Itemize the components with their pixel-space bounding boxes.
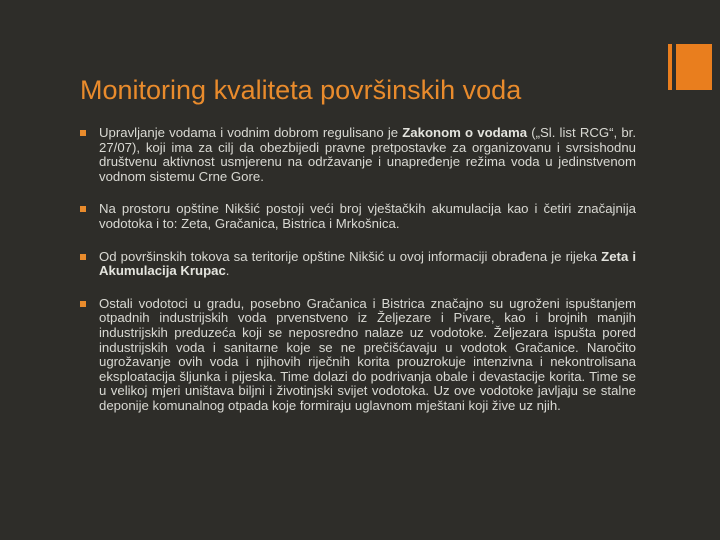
bullet-item [80, 297, 636, 414]
square-bullet-icon [80, 130, 86, 136]
bullet-item [80, 202, 636, 231]
slide-title: Monitoring kvaliteta površinskih voda [80, 75, 522, 105]
bullet-list [80, 126, 636, 432]
accent-block [676, 44, 712, 90]
bullet-bold-text: Zakonom o vodama [402, 125, 528, 140]
square-bullet-icon [80, 206, 86, 212]
bullet-text: Na prostoru opštine Nikšić postoji veći broj vještačkih akumulacija kao i četiri značajnija vodotoka i to: Zeta, Gračanica, Bistrica i Mrkošnica. [99, 201, 636, 231]
bullet-bold-text: Zeta i Akumulacija Krupac [99, 248, 636, 279]
square-bullet-icon [80, 301, 86, 307]
bullet-item [80, 250, 636, 279]
accent-bar [668, 44, 672, 90]
square-bullet-icon [80, 254, 86, 260]
bullet-text: Upravljanje vodama i vodnim dobrom regulisano je [99, 125, 403, 140]
bullet-text: . [225, 263, 230, 279]
bullet-item [80, 126, 636, 184]
bullet-text: Od površinskih tokova sa teritorije opštine Nikšić u ovoj informaciji obrađena je rijeka [99, 248, 602, 264]
bullet-text: Ostali vodotoci u gradu, posebno Gračanica i Bistrica značajno su ugroženi ispuštanjem otpadnih industrijskih voda prvenstveno iz Željezare i Pivare, kao i brojnih manjih industrijskih preduzeća koji se neposredno nalaze uz vodotoke. Željezara ispušta pored industrijskih voda i sanitarne koje se ne prečišćavaju u vodotok Gračanice. Naročito ugrožavanje ovih voda i njihovih riječnih korita prouzrokuje intenzivna i nekontrolisana eksploatacija šljunka i pijeska. Time dolazi do podrivanja obale i devastacije korita. Time se u velikoj mjeri uništava biljni i životinjski svijet vodotoka. Uz ove vodotoke javljaju se stalne deponije komunalnog otpada koje formiraju uglavnom mještani koji žive uz njih. [99, 295, 636, 413]
bullet-text: („Sl. list RCG“, br. 27/07), koji ima za cilj da obezbijedi pravne pretpostavke za organizovanu i svrsishodnu društvenu aktivnost usmjerenu na održavanje i unapređenje režima voda u jedinstvenom vodnom sistemu Crne Gore. [99, 125, 637, 184]
